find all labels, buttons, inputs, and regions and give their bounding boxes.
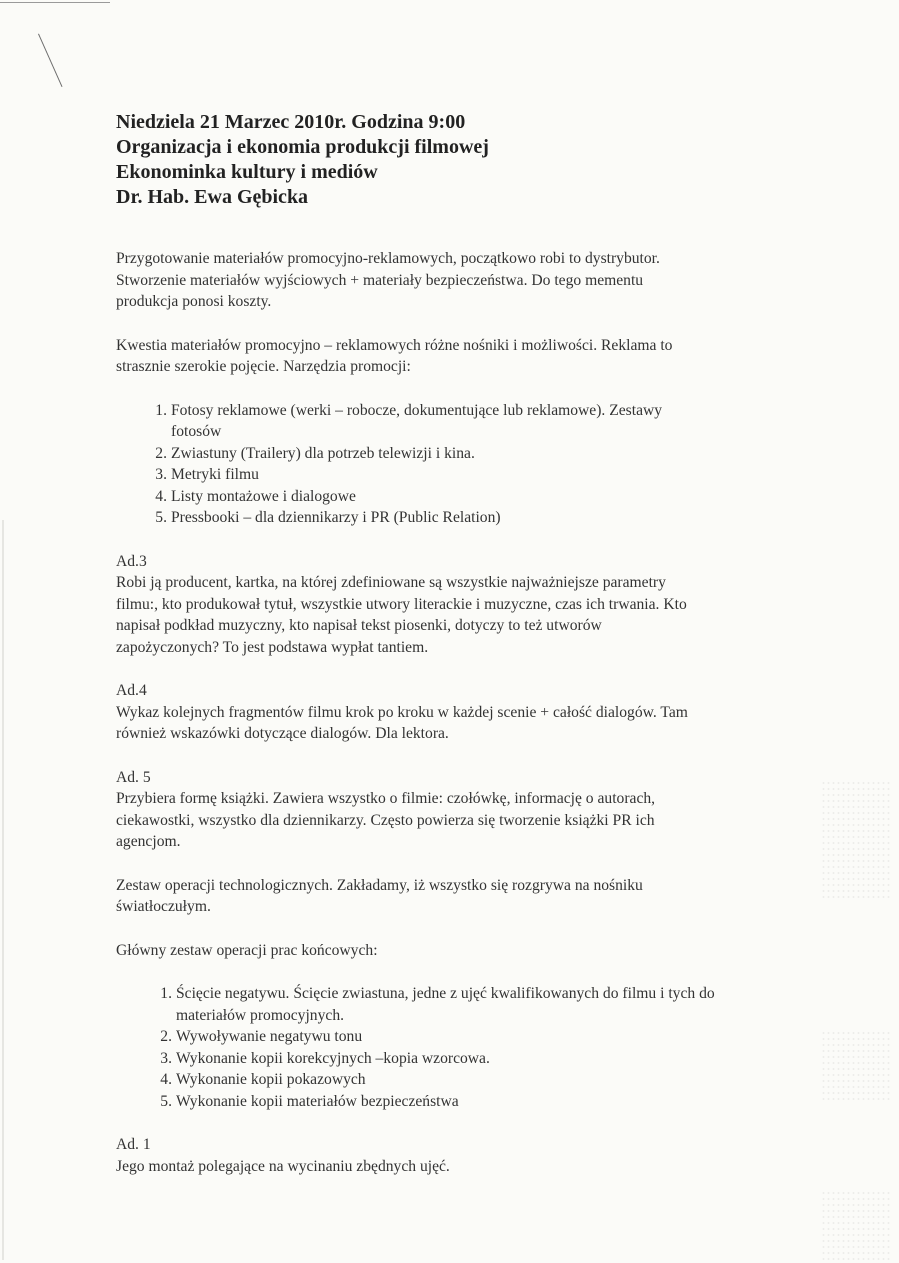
list-item <box>116 486 816 508</box>
promo-tools-list <box>116 400 816 529</box>
list-number: 4. <box>155 487 167 505</box>
program-line: Ekonominka kultury i mediów <box>116 161 378 183</box>
text-line: Stworzenie materiałów wyjściowych + materiały bezpieczeństwa. Do tego mementu <box>116 271 644 289</box>
text-line: filmu:, kto produkował tytuł, wszystkie utwory literackie i muzyczne, czas ich trwania. Kto <box>116 595 687 613</box>
text-line: Kwestia materiałów promocyjno – reklamowych różne nośniki i możliwości. Reklama to <box>116 336 673 354</box>
scan-noise <box>821 1030 891 1100</box>
list-number: 2. <box>160 1028 172 1045</box>
list-number: 1. <box>160 985 172 1002</box>
text-line: Wykaz kolejnych fragmentów filmu krok po kroku w każdej scenie + całość dialogów. Tam <box>116 703 688 721</box>
list-number: 5. <box>155 509 167 526</box>
scan-artifact-line <box>0 2 110 3</box>
document-header <box>116 110 489 210</box>
text-line: produkcja ponosi koszty. <box>116 293 272 310</box>
list-item-text: materiałów promocyjnych. <box>176 1006 345 1024</box>
text-line: zapożyczonych? To jest podstawa wypłat tantiem. <box>116 638 429 656</box>
intro-paragraph <box>116 248 816 313</box>
list-number: 4. <box>160 1071 172 1088</box>
lecturer-line: Dr. Hab. Ewa Gębicka <box>116 186 309 208</box>
text-line: agencjom. <box>116 833 181 850</box>
course-line: Organizacja i ekonomia produkcji filmowej <box>116 136 489 158</box>
list-item-text: fotosów <box>171 423 222 440</box>
list-item-text: Metryki filmu <box>171 466 259 483</box>
list-item-text: Wywoływanie negatywu tonu <box>176 1028 363 1045</box>
section-heading: Ad.3 <box>116 552 147 570</box>
text-line: Robi ją producent, kartka, na której zdefiniowane są wszystkie najważniejsze parametry <box>116 574 666 591</box>
list-item-text: Fotosy reklamowe (werki – robocze, dokumentujące lub reklamowe). Zestawy <box>171 401 663 419</box>
ad3-section <box>116 551 816 659</box>
list-item <box>116 983 816 1026</box>
list-item-text: Pressbooki – dla dziennikarzy i PR (Public Relation) <box>171 509 501 526</box>
text-line: również wskazówki dotyczące dialogów. Dla lektora. <box>116 725 449 742</box>
list-item <box>116 507 816 529</box>
list-item <box>116 464 816 486</box>
promo-paragraph <box>116 335 816 378</box>
list-item-text: Ścięcie negatywu. Ścięcie zwiastuna, jedne z ujęć kwalifikowanych do filmu i tych do <box>176 985 715 1002</box>
scan-edge-shadow <box>2 520 4 1260</box>
list-item <box>116 1091 816 1113</box>
ad5-section <box>116 767 816 853</box>
list-number: 3. <box>160 1049 172 1067</box>
section-heading: Ad. 1 <box>116 1136 151 1153</box>
ad4-section <box>116 680 816 745</box>
pen-mark <box>38 33 63 87</box>
text-line: strasznie szerokie pojęcie. Narzędzia promocji: <box>116 358 411 375</box>
list-number: 5. <box>160 1092 172 1110</box>
text-line: napisał podkład muzyczny, kto napisał tekst piosenki, dotyczy to też utworów <box>116 617 602 634</box>
section-heading: Ad.4 <box>116 682 147 699</box>
tech-paragraph <box>116 875 816 918</box>
list-number: 1. <box>155 401 167 419</box>
list-item <box>116 1069 816 1091</box>
list-item <box>116 443 816 465</box>
final-ops-list <box>116 983 816 1112</box>
text-line: światłoczułym. <box>116 898 211 915</box>
text-line: Przygotowanie materiałów promocyjno-reklamowych, początkowo robi to dystrybutor. <box>116 250 660 267</box>
date-line: Niedziela 21 Marzec 2010r. Godzina 9:00 <box>116 111 466 133</box>
list-item-text: Wykonanie kopii pokazowych <box>176 1071 366 1088</box>
document-body <box>116 248 816 1177</box>
text-line: ciekawostki, wszystko dla dziennikarzy. Często powierza się tworzenie książki PR ich <box>116 811 655 829</box>
final-ops-heading: Główny zestaw operacji prac końcowych: <box>116 941 378 959</box>
list-item <box>116 1026 816 1048</box>
list-item <box>116 1048 816 1070</box>
list-item-text: Wykonanie kopii korekcyjnych –kopia wzorcowa. <box>176 1049 490 1067</box>
list-item <box>116 400 816 443</box>
list-number: 3. <box>155 466 167 483</box>
text-line: Jego montaż polegające na wycinaniu zbędnych ujęć. <box>116 1157 450 1175</box>
text-line: Przybiera formę książki. Zawiera wszystko o filmie: czołówkę, informację o autorach, <box>116 790 656 807</box>
text-line: Zestaw operacji technologicznych. Zakładamy, iż wszystko się rozgrywa na nośniku <box>116 876 643 894</box>
scan-noise <box>821 1190 891 1260</box>
list-number: 2. <box>155 444 167 462</box>
ad1-section <box>116 1134 816 1177</box>
section-heading: Ad. 5 <box>116 768 151 786</box>
list-item-text: Zwiastuny (Trailery) dla potrzeb telewizji i kina. <box>171 444 475 462</box>
scan-noise <box>821 780 891 900</box>
list-item-text: Wykonanie kopii materiałów bezpieczeństwa <box>176 1092 459 1110</box>
list-item-text: Listy montażowe i dialogowe <box>171 487 356 505</box>
